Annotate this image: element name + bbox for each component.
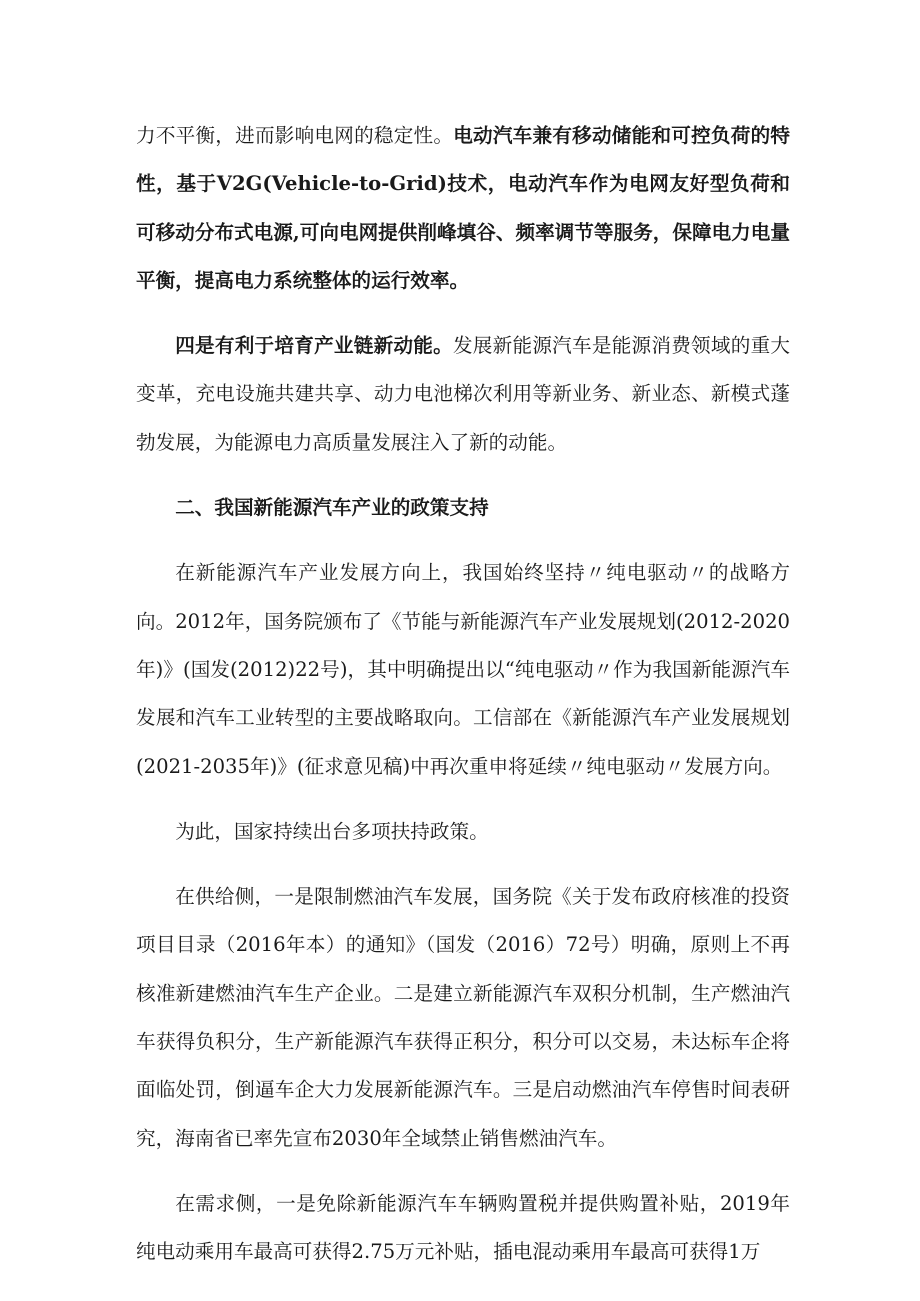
paragraph-demand-side: 在需求侧，一是免除新能源汽车车辆购置税并提供购置补贴，2019年纯电动乘用车最高可获得2.75万元补贴，插电混动乘用车最高可获得1万 bbox=[136, 1191, 790, 1264]
paragraph-industry-chain bbox=[136, 322, 790, 467]
paragraph-bold-text: 电动汽车兼有移动储能和可控负荷的特性，基于V2G(Vehicle-to-Grid)技术，电动汽车作为电网友好型负荷和可移动分布式电源,可向电网提供削峰填谷、频率调节等服务，保障电力电量平衡，提高电力系统整体的运行效率。 bbox=[136, 124, 790, 292]
section-heading: 二、我国新能源汽车产业的政策支持 bbox=[175, 496, 489, 520]
paragraph-supply-side: 在供给侧，一是限制燃油汽车发展，国务院《关于发布政府核准的投资项目目录（2016年本）的通知》（国发（2016）72号）明确，原则上不再核准新建燃油汽车生产企业。二是建立新能源汽车双积分机制，生产燃油汽车获得负积分，生产新能源汽车获得正积分，积分可以交易，未达标车企将面临处罚，倒逼车企大力发展新能源汽车。三是启动燃油汽车停售时间表研究，海南省已率先宣布2030年全域禁止销售燃油汽车。 bbox=[136, 885, 790, 1150]
paragraph-text: 发展新能源汽车是能源消费领域的重大变革，充电设施共建共享、动力电池梯次利用等新业务、新业态、新模式蓬勃发展，为能源电力高质量发展注入了新的动能。 bbox=[136, 334, 791, 454]
paragraph-grid-stability bbox=[136, 112, 790, 305]
paragraph-lead-bold: 四是有利于培育产业链新动能。 bbox=[175, 334, 453, 358]
paragraph-policy-intro: 为此，国家持续出台多项扶持政策。 bbox=[175, 819, 489, 843]
document-body bbox=[136, 112, 790, 1277]
paragraph-text: 力不平衡，进而影响电网的稳定性。 bbox=[136, 124, 454, 147]
paragraph-pure-electric-strategy: 在新能源汽车产业发展方向上，我国始终坚持〃纯电驱动〃的战略方向。2012年，国务院颁布了《节能与新能源汽车产业发展规划(2012-2020年)》(国发(2012)22号)，其中明确提出以“纯电驱动〃作为我国新能源汽车发展和汽车工业转型的主要战略取向。工信部在《新能源汽车产业发展规划(2021-2035年)》(征求意见稿)中再次重申将延续〃纯电驱动〃发展方向。 bbox=[136, 561, 790, 778]
